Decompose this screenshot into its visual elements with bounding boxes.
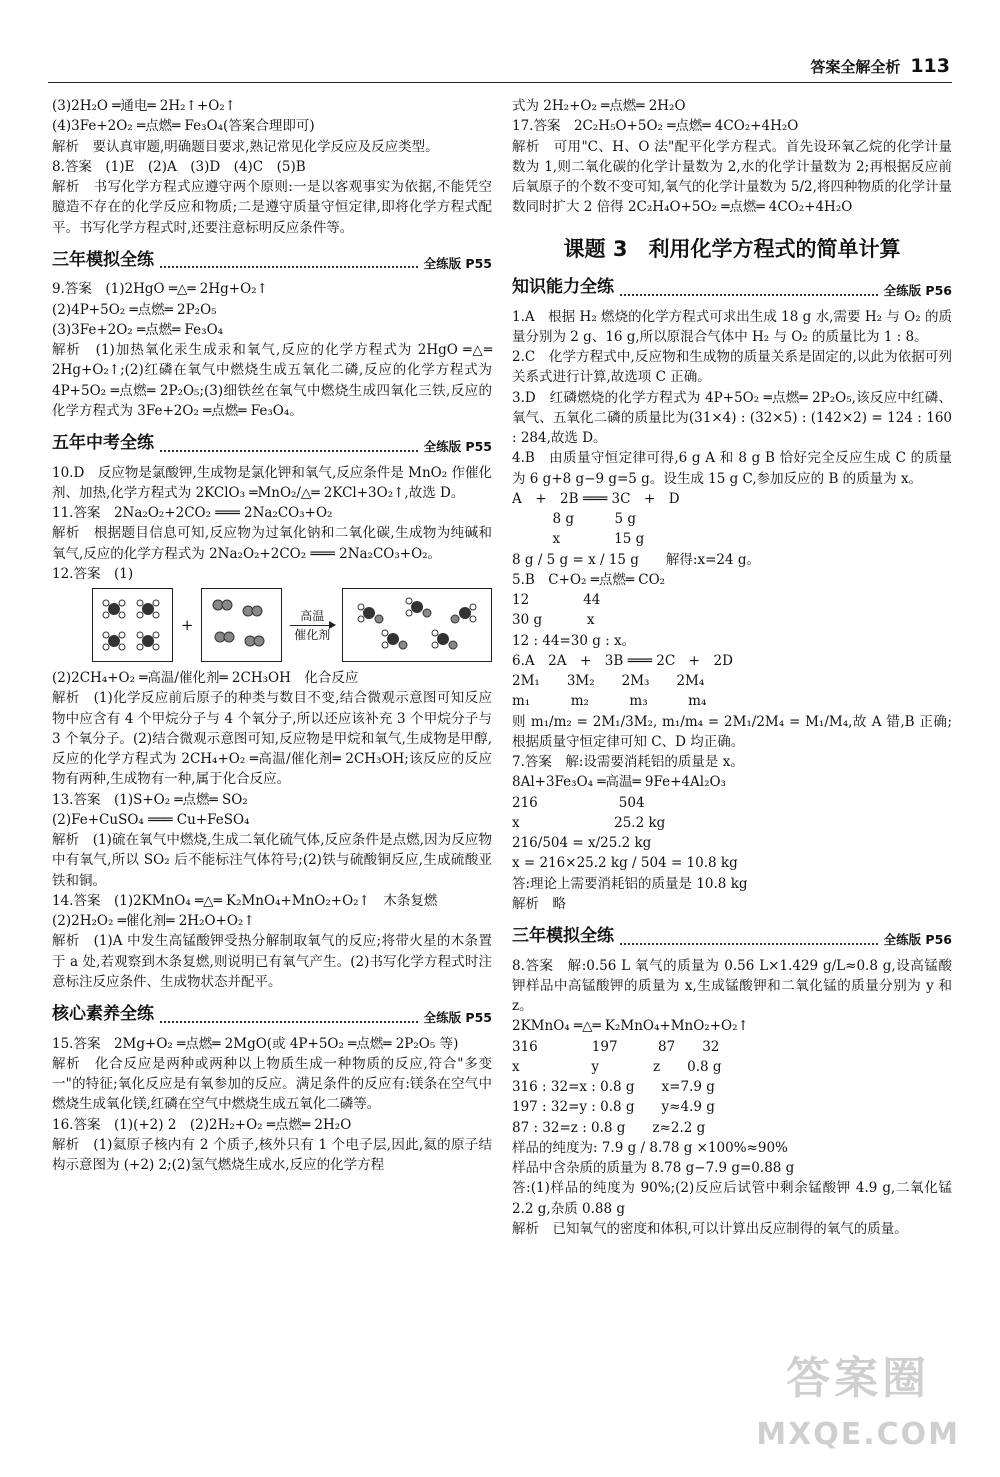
equation-line: 316 : 32=x : 0.8 g x=7.9 g: [512, 1079, 715, 1095]
section-title: 三年模拟全练: [52, 249, 154, 270]
answer-line: 13.答案 (1)S+O₂ ═点燃═ SO₂: [52, 791, 248, 808]
equation-line: x 15 g: [512, 531, 645, 548]
equation-line: x y z 0.8 g: [512, 1058, 722, 1075]
dotted-leader: [160, 266, 418, 268]
equation-line: x = 216×25.2 kg / 504 = 10.8 kg: [512, 855, 738, 872]
condition-catalyst: 催化剂: [294, 627, 331, 642]
answer-line: 17.答案 2C₂H₅O+5O₂ ═点燃═ 4CO₂+4H₂O: [512, 118, 799, 135]
dotted-leader: [160, 450, 418, 452]
equation-line: 12 44: [512, 592, 601, 608]
answer-line: (2)2CH₄+O₂ ═高温/催化剂═ 2CH₃OH 化合反应: [52, 670, 359, 686]
section-header: [512, 924, 952, 950]
equation-line: 87 : 32=z : 0.8 g z≈2.2 g: [512, 1119, 706, 1136]
methane-molecules-icon: [96, 593, 168, 657]
condition-high-temp: 高温: [300, 608, 325, 623]
answer-line: 11.答案 2Na₂O₂+2CO₂ ═══ 2Na₂CO₃+O₂: [52, 505, 333, 521]
answer-line: 6.A 2A + 3B ═══ 2C + 2D: [512, 652, 733, 669]
equation-line: 2KMnO₄ ═△═ K₂MnO₄+MnO₂+O₂↑: [512, 1018, 749, 1035]
answer-line: (2)4P+5O₂ ═点燃═ 2P₂O₅: [52, 301, 217, 318]
reactant-box-oxygen: [201, 588, 282, 662]
answer-line: 9.答案 (1)2HgO ═△═ 2Hg+O₂↑: [52, 281, 268, 298]
answer-line: 14.答案 (1)2KMnO₄ ═△═ K₂MnO₄+MnO₂+O₂↑ 木条复燃: [52, 892, 438, 909]
section-ref: 全练版 P55: [423, 438, 492, 454]
analysis-text: 解析 已知氧气的密度和体积,可以计算出反应制得的氧气的质量。: [512, 1220, 908, 1237]
analysis-text: 解析 根据题目信息可知,反应物为过氧化钠和二氧化碳,生成物为纯碱和氧气,反应的化学方程式为 2Na₂O₂+2CO₂ ═══ 2Na₂CO₃+O₂。: [52, 525, 492, 562]
plus-sign: +: [180, 615, 194, 634]
answer-text: 答:(1)样品的纯度为 90%;(2)反应后试管中剩余锰酸钾 4.9 g,二氧化锰 2.2 g,杂质 0.88 g: [512, 1180, 952, 1217]
equation-line: 8 g 5 g: [512, 511, 637, 527]
molecule-diagram: [92, 588, 492, 662]
analysis-text: 则 m₁/m₂ = 2M₁/3M₂, m₁/m₄ = 2M₁/2M₄ = M₁/M₄,故 A 错,B 正确;根据质量守恒定律可知 C、D 均正确。: [512, 713, 952, 750]
section-ref: 全练版 P56: [883, 282, 952, 298]
answer-line: (3)3Fe+2O₂ ═点燃═ Fe₃O₄: [52, 321, 224, 338]
answer-line: 8.答案 (1)E (2)A (3)D (4)C (5)B: [52, 158, 306, 175]
equation-line: A + 2B ═══ 3C + D: [512, 490, 680, 507]
equation-line: 30 g x: [512, 612, 595, 629]
product-box-methanol: [342, 588, 492, 662]
answer-text: 2.C 化学方程式中,反应物和生成物的质量关系是固定的,以此为依据可列关系式进行计算,故选项 C 正确。: [512, 349, 952, 386]
answer-line: 15.答案 2Mg+O₂ ═点燃═ 2MgO(或 4P+5O₂ ═点燃═ 2P₂O₅ 等): [52, 1035, 459, 1052]
equation-line: m₁ m₂ m₃ m₄: [512, 693, 707, 710]
answer-text: 4.B 由质量守恒定律可得,6 g A 和 8 g B 恰好完全反应生成 C 的质量为 6 g+8 g−9 g=5 g。设生成 15 g C,参加反应的 B 的质量为 x。: [512, 450, 952, 487]
site-watermark: [756, 1346, 960, 1457]
equation-line: 样品的纯度为: 7.9 g / 8.78 g ×100%≈90%: [512, 1139, 788, 1156]
reactant-box-methane: [92, 588, 173, 662]
analysis-text: 解析 (1)加热氧化汞生成汞和氧气,反应的化学方程式为 2HgO ═△═ 2Hg+O₂↑;(2)红磷在氧气中燃烧生成五氧化二磷,反应的化学方程式为 4P+5O₂ ═点燃═ 2P₂O₅;(3)细铁丝在氧气中燃烧生成四氧化三铁,反应的化学方程式为 3Fe+2O₂ ═点燃═ Fe₃O₄。: [52, 342, 492, 419]
watermark-line2: MXQE.COM: [756, 1417, 960, 1452]
answer-text: 3.D 红磷燃烧的化学方程式为 4P+5O₂ ═点燃═ 2P₂O₅,该反应中红磷、氧气、五氧化二磷的质量比为(31×4) : (32×5) : (142×2) = 124 : 160 : 284,故选 D。: [512, 389, 952, 446]
answer-line: 7.答案 解:设需要消耗铝的质量是 x。: [512, 754, 744, 770]
section-header: [52, 431, 492, 457]
equation-line: 2M₁ 3M₂ 2M₃ 2M₄: [512, 673, 705, 689]
section-header: [52, 1002, 492, 1028]
section-title: 五年中考全练: [52, 433, 154, 453]
section-header: [52, 248, 492, 274]
page-header: [810, 52, 950, 81]
analysis-text: 解析 (1)硫在氧气中燃烧,生成二氧化硫气体,反应条件是点燃,因为反应物中有氧气,所以 SO₂ 后不能标注气体符号;(2)铁与硫酸铜反应,生成硫酸亚铁和铜。: [52, 832, 492, 889]
equation-line: 216 504: [512, 794, 645, 811]
answer-line: 式为 2H₂+O₂ ═点燃═ 2H₂O: [512, 98, 686, 114]
section-title: 知识能力全练: [512, 277, 614, 297]
equation-line: 样品中含杂质的质量为 8.78 g−7.9 g=0.88 g: [512, 1160, 795, 1176]
analysis-text: 解析 可用"C、H、O 法"配平化学方程式。首先设环氧乙烷的化学计量数为 1,则二氧化碳的化学计量数为 2,水的化学计量数为 2;再根据反应前后氧原子的个数不变可知,氧气的化学计量数为 5/2,将四种物质的化学计量数同时扩大 2 倍得 2C₂H₄O+5O₂ ═点燃═ 4CO₂+4H₂O: [512, 138, 952, 216]
methanol-molecules-icon: [347, 593, 487, 657]
equation-line: x 25.2 kg: [512, 814, 666, 831]
oxygen-molecules-icon: [206, 593, 278, 657]
analysis-text: 解析 书写化学方程式应遵守两个原则:一是以客观事实为依据,不能凭空臆造不存在的化学反应和物质;二是遵守质量守恒定律,即将化学方程式配平。书写化学方程式时,还要注意标明反应条件等。: [52, 179, 492, 236]
watermark-line1: 答案圈: [786, 1353, 931, 1404]
right-column: [512, 96, 952, 1239]
answer-line: 答:理论上需要消耗铝的质量是 10.8 kg: [512, 875, 748, 892]
answer-line: 5.B C+O₂ ═点燃═ CO₂: [512, 571, 666, 588]
answer-text: 10.D 反应物是氯酸钾,生成物是氯化钾和氧气,反应条件是 MnO₂ 作催化剂、加热,化学方程式为 2KClO₃ ═MnO₂/△═ 2KCl+3O₂↑,故选 D。: [52, 464, 492, 501]
dotted-leader: [620, 294, 878, 296]
section-title: 核心素养全练: [52, 1004, 154, 1024]
analysis-text: 解析 要认真审题,明确题目要求,熟记常见化学反应及反应类型。: [52, 138, 439, 155]
equation-line: 12 : 44=30 g : x。: [512, 632, 636, 649]
answer-text: 8.答案 解:0.56 L 氧气的质量为 0.56 L×1.429 g/L≈0.8 g,设高锰酸钾样品中高锰酸钾的质量为 x,生成锰酸钾和二氧化锰的质量分别为 y 和 z。: [512, 957, 952, 1014]
section-header: [512, 275, 952, 301]
analysis-text: 解析 (1)氦原子核内有 2 个质子,核外只有 1 个电子层,因此,氦的原子结构示意图为 (+2) 2;(2)氢气燃烧生成水,反应的化学方程: [52, 1136, 492, 1173]
answer-line: 16.答案 (1)(+2) 2 (2)2H₂+O₂ ═点燃═ 2H₂O: [52, 1116, 352, 1133]
dotted-leader: [620, 943, 878, 945]
equation-line: 216/504 = x/25.2 kg: [512, 835, 652, 851]
section-ref: 全练版 P56: [883, 931, 952, 947]
equation-line: 8 g / 5 g = x / 15 g 解得:x=24 g。: [512, 551, 761, 568]
answer-line: (2)Fe+CuSO₄ ═══ Cu+FeSO₄: [52, 811, 250, 828]
analysis-text: 解析 化合反应是两种或两种以上物质生成一种物质的反应,符合"多变一"的特征;氧化反应是有氧参加的反应。满足条件的反应有:镁条在空气中燃烧生成氧化镁,红磷在空气中燃烧生成五氧化二磷等。: [52, 1055, 492, 1113]
answer-line: (4)3Fe+2O₂ ═点燃═ Fe₃O₄(答案合理即可): [52, 118, 315, 135]
lesson-title: 课题 3 利用化学方程式的简单计算: [563, 236, 901, 261]
equation-line: 8Al+3Fe₃O₄ ═高温═ 9Fe+4Al₂O₃: [512, 774, 726, 791]
dotted-leader: [160, 1021, 418, 1023]
section-title: 三年模拟全练: [512, 926, 614, 946]
answer-line: (2)2H₂O₂ ═催化剂═ 2H₂O+O₂↑: [52, 913, 255, 929]
section-ref: 全练版 P55: [423, 1009, 492, 1025]
analysis-text: 解析 (1)A 中发生高锰酸钾受热分解制取氧气的反应;将带火星的木条置于 a 处,若观察到木条复燃,则说明已有氧气产生。(2)书写化学方程式时注意标注反应条件、生成物状态并配平。: [52, 933, 492, 990]
answer-text: 1.A 根据 H₂ 燃烧的化学方程式可求出生成 18 g 水,需要 H₂ 与 O₂ 的质量分别为 2 g、16 g,所以原混合气体中 H₂ 与 O₂ 的质量比为 1 : 8。: [512, 308, 952, 345]
page-number: 113: [910, 55, 950, 77]
analysis-line: 解析 略: [512, 895, 566, 912]
equation-line: 316 197 87 32: [512, 1038, 720, 1055]
answer-line: 12.答案 (1): [52, 565, 134, 582]
reaction-arrow: [290, 607, 334, 644]
left-column: [52, 96, 492, 1175]
section-ref: 全练版 P55: [423, 255, 492, 271]
equation-line: 197 : 32=y : 0.8 g y≈4.9 g: [512, 1099, 715, 1116]
analysis-text: 解析 (1)化学反应前后原子的种类与数目不变,结合微观示意图可知反应物中应含有 4 个甲烷分子与 4 个氧分子,所以还应该补充 3 个甲烷分子与 3 个氧分子。(2)结合微观示意图可知,反应物是甲烷和氧气,生成物是甲醇,反应的化学方程式为 2CH₄+O₂ ═高温/催化剂═ 2CH₃OH;该反应的反应物有两种,生成物有一种,属于化合反应。: [52, 690, 492, 788]
header-title: 答案全解全析: [810, 58, 901, 76]
answer-line: (3)2H₂O ═通电═ 2H₂↑+O₂↑: [52, 98, 236, 114]
header-rule: [48, 82, 952, 83]
